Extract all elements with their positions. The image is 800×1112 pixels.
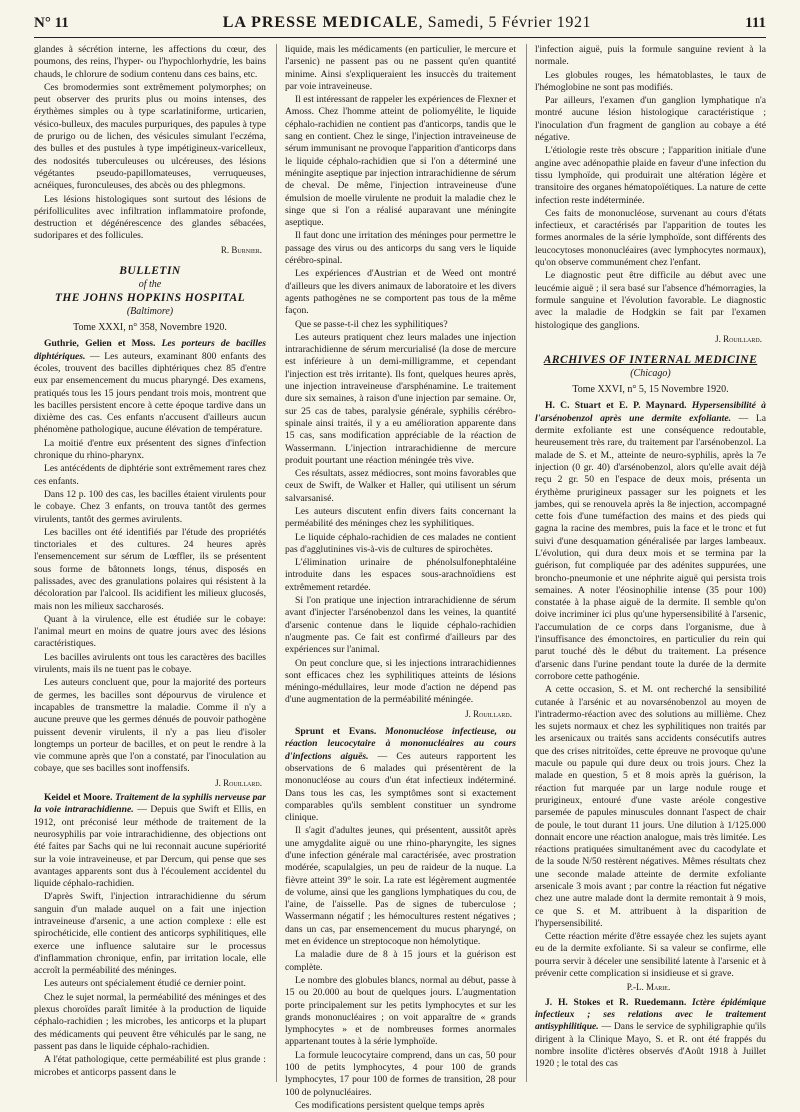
paragraph: glandes à sécrétion interne, les affections du cœur, des poumons, des reins, l'hyper- ou l'hypochlorhydrie, les bains chauds, le chlorure de sodium contenu dans ces bains, etc. [34,44,266,80]
page-number: 111 [745,15,766,31]
article-authors: Keidel et Moore. [44,792,113,804]
paragraph: Cette réaction mérite d'être essayée chez les sujets ayant eu de la dermite exfoliante. Si sa valeur se confirme, elle pourra servir à déceler une sensibilité latente à l'arsenic et à prévenir cette complication si insidieuse et si grave. [534,931,766,980]
journal-header-title [223,14,591,32]
article-authors: J. H. Stokes et R. Ruedemann. [544,996,687,1008]
paragraph: Les antécédents de diphtérie sont extrêmement rares chez ces enfants. [34,463,266,487]
paragraph: A l'état pathologique, cette perméabilité est plus grande : microbes et anticorps passent dans le [34,1054,266,1078]
article-text: — Les auteurs, examinant 800 enfants des écoles, trouvent des bacilles diphtériques chez 85 d'entre eux par ensemencement du mucus pharyngé. Des examens, pratiqués tous les 15 jours pendant trois mois, montrent que les bacilles persistent encore à cette époque tardive dans un dixième des cas. Ces enfants n'accusent d'ailleurs aucun phénomène pathologique, aucune élévation de température. [34,350,266,436]
paragraph: Les auteurs pratiquent chez leurs malades une injection intrarachidienne de sérum mercurialisé (la dose de mercure est inférieure à un demi-milligramme, et cependant l'injection est très irritante). Ils font, quelques heures après, une injection intraveineuse d'arsphénamine. Le traitement dure six semaines, à raison d'une injection par semaine. Or, sur 25 cas de tabes, paralysie générale, syphilis cérébro-spinale ainsi traités, il y a eu amélioration apparente dans 15 cas, sans modification appréciable de la réaction de Wassermann. L'injection intrarachidienne de mercure produit pourtant une réaction méningée très vive. [284,331,516,466]
paragraph: La maladie dure de 8 à 15 jours et la guérison est complète. [284,949,516,973]
section-city: (Chicago) [630,368,671,380]
section-journal-name: THE JOHNS HOPKINS HOSPITAL [54,292,246,305]
paragraph: Les auteurs concluent que, pour la majorité des porteurs de germes, les bacilles sont dépourvus de virulence et incapables de transmettre la maladie. Comme il n'y a aucune preuve que les germes dénués de pouvoir pathogène puissent devenir virulents, il n'y a pas lieu d'isoler longtemps un porteur de bacilles, et on peut le rendre à la vie commune après que l'on a constaté, par l'inoculation au cobaye, que ses bacilles sont inoffensifs. [34,677,266,775]
paragraph: Que se passe-t-il chez les syphilitiques? [294,318,448,330]
section-title: ARCHIVES OF INTERNAL MEDICINE [543,354,758,367]
paragraph: On peut conclure que, si les injections intrarachidiennes sont efficaces chez les syphilitiques atteints de lésions méningo-médullaires, leur mode d'action ne dépend pas d'une augmentation de la perméabilité méningée. [284,657,516,706]
paragraph: liquide, mais les médicaments (en particulier, le mercure et l'arsenic) ne passent pas ou ne passent qu'en quantité minime. Ainsi s'expliqueraient les insuccès du traitement par voie intraveineuse. [284,44,516,92]
paragraph: Il est intéressant de rappeler les expériences de Flexner et Amoss. Chez l'homme atteint de poliomyélite, le liquide céphalo-rachidien ne contient pas d'anticorps, tandis que le sang en contient. Chez le singe, l'injection intraveineuse de sérum immunisant ne provoque l'apparition d'anticorps dans le liquide céphalo-rachidien que si l'on a déterminé une méningite aseptique par injection intrarachidienne de sérum de cheval. De même, l'injection intraveineuse d'une émulsion de moelle virulente ne produit la maladie chez le singe que si l'on a réalisé auparavant une méningite aseptique. [284,94,516,229]
article-authors: Guthrie, Gelien et Moss. [44,338,156,350]
paragraph: D'après Swift, l'injection intrarachidienne du sérum sanguin d'un malade auquel on a fait une injection intraveineuse d'arsenic, a une action complexe : elle est spirochéticide, elle contient des anticorps syphilitiques, elle exerce une influence salutaire sur le processus d'inflammation chronique, enfin, par irritation locale, elle accroît la perméabilité des méninges. [34,891,266,977]
article-title: Mononucléose infectieuse, ou réaction leucocytaire à mononucléaires au cours d'infections aiguës. [284,726,516,762]
section-meta: Tome XXVI, n° 5, 15 Novembre 1920. [572,384,729,396]
paragraph: L'étiologie reste très obscure ; l'apparition initiale d'une angine avec adénopathie plaide en faveur d'une infection du tissu lymphoïde, qui produirait une altération légère et transitoire des organes hématopoïétiques. La nature de cette infection reste indéterminée. [534,145,766,206]
author-signature: J. Rouillard. [465,708,512,719]
paragraph: Par ailleurs, l'examen d'un ganglion lymphatique n'a montré aucune lésion histologique caractéristique ; l'inoculation d'un fragment de ganglion au cobaye a été négative. [534,95,766,144]
column-1 [34,44,266,1082]
paragraph: Les expériences d'Austrian et de Weed ont montré d'ailleurs que les divers animaux de laboratoire et les divers agents pathogènes ne se comportent pas tous de la même façon. [284,268,516,317]
paragraph: A cette occasion, S. et M. ont recherché la sensibilité cutanée à l'arsénic et au novarsénobenzol au moyen de l'intradermo-réaction avec des solutions au millième. Chez les sujets normaux et chez les syphilitiques non traités par les arsenicaux ou traités sans accidents consécutifs autres que des crises nitritoïdes, cette épreuve ne provoque qu'une macule ou papule qui dure deux ou trois jours. Chez la malade en question, 5 et 8 mois après la guérison, la réaction fut marquée par un large nodule rouge et prurigineux, entouré d'une vaste aréole congestive parsemée de papules minuscules donnant l'aspect de chair de poule, le tout durant 11 jours. Une dilution à 1/125.000 donnait encore une réaction analogue, mais très limitée. Les réactions pratiquées simultanément avec du cacodylate et de la soude N/50 restèrent négatives. Mêmes résultats chez une seconde malade atteinte de dermite exfoliante arsenicale 3 mois avant ; par contre la réaction fut négative chez une autre malade dont la dermite remontait à 9 mois, ce que S. et M. attribuent à la disparition de l'hypersensibilité. [534,684,766,929]
paragraph: l'infection aiguë, puis la formule sanguine revient à la normale. [534,44,766,68]
article-text: — Depuis que Swift et Ellis, en 1912, ont préconisé leur méthode de traitement de la neurosyphilis par voie intrarachidienne, des objections ont été faites par Sachs qui ne lui reconnait aucune supériorité sur la voie intraveineuse, et par Dercum, qui pense que ses avantages apparents sont dus à l'écoulement accidentel du liquide céphalo-rachidien. [34,804,266,890]
article-paragraph [285,726,516,824]
paragraph: Si l'on pratique une injection intrarachidienne de sérum avant d'injecter l'arsénobenzol dans les veines, la quantité d'arsenic contenue dans le liquide céphalo-rachidien n'augmente pas. Ce fait est confirmé d'ailleurs par des expériences sur l'animal. [284,595,516,656]
paragraph: Quant à la virulence, elle est étudiée sur le cobaye: l'animal meurt en moins de quatre jours avec des lésions caractéristiques. [34,613,266,650]
paragraph: Ces modifications persistent quelque temps après [294,1099,485,1111]
article-paragraph [34,792,266,890]
author-signature: J. Rouillard. [715,333,762,344]
article-text: — La dermite exfoliante est une conséquence redoutable, heureusement très rare, du traitement par l'arsénobenzol. La malade de S. et M., atteinte de neuro-syphilis, après la 7e injection (0 gr. 40) d'arsénobenzol, alors qu'elle avait déjà reçu 2 gr. 50 en l'espace de deux mois, présenta un érythème prurigineux passager sur les poignets et les jambes, qui se renouvela après la 8e injection, accompagné cette fois d'une tuméfaction des mains et des pieds qui gagna la racine des membres, puis la face et le tronc et fut suivi d'une desquamation généralisée par larges lambeaux. L'évolution, qui dura deux mois et se termina par la guérison, fut compliquée par des adénites suppurées, une broncho-pneumonie et une néphrite aiguë qui persista trois semaines. A noter l'éosinophilie intense (35 pour 100) constatée à la phase aiguë de la dermite. Il semble qu'on doive incriminer ici plus qu'une hypersensibilité à l'arsenic, l'accumulation de ce corps dans l'organisme, due à l'insuffisance des émonctoires, en particulier du rein qui parut touché dès le début du traitement. La présence d'arsenic dans l'urine pendant toute la durée de la dermite corrobore cette pathogénie. [534,412,766,682]
paragraph: Les bacilles avirulents ont tous les caractères des bacilles virulents, mais ils ne tuent pas le cobaye. [34,651,266,676]
paragraph: Les auteurs discutent enfin divers faits concernant la perméabilité des méninges chez les syphilitiques. [284,505,516,530]
paragraph: Il s'agit d'adultes jeunes, qui présentent, aussitôt après une amygdalite aiguë ou une rhino-pharyngite, les signes d'une infection générale mal caractérisée, avec prostration modérée, scapulalgies, un peu de raideur de la nuque. La fièvre atteint 39° le soir. La rate est légèrement augmentée de volume, ainsi que les ganglions lymphatiques du cou, de l'aine, de l'aisselle. Pas de signes de tuberculose ; Wassermann négatif ; les hémocultures restent négatives ; dans un cas, par ensemencement du mucus pharyngé, on met en évidence un streptocoque non hémolytique. [284,825,516,948]
text-columns [34,44,766,1111]
paragraph: Les auteurs ont spécialement étudié ce dernier point. [44,978,246,990]
article-text: — Dans le service de syphiligraphie qu'ils dirigent à la Clinique Mayo, S. et R. ont été frappés du nombre insolite d'ictères observés d'Août 1918 à Juillet 1920 ; le total des cas [534,1021,766,1070]
paragraph: La formule leucocytaire comprend, dans un cas, 50 pour 100 de petits lymphocytes, 4 pour 100 de grands lymphocytes, 17 pour 100 de formes de transition, 28 pour 100 de polynucléaires. [284,1049,516,1098]
section-title: BULLETIN [119,265,181,278]
article-title: Ictère épidémique infectieux ; ses relations avec le traitement antisyphilitique. [534,996,766,1033]
paragraph: Ces résultats, assez médiocres, sont moins favorables que ceux de Swift, de Walker et Haller, qui utilisent un sérum salvarsanisé. [284,468,516,504]
paragraph: La moitié d'entre eux présentent des signes d'infection chronique du rhino-pharynx. [34,437,266,462]
article-authors: Sprunt et Evans. [294,726,377,738]
issue-date: , Samedi, 5 Février 1921 [418,14,592,31]
article-title: Traitement de la syphilis nerveuse par la voie intrarachidienne. [34,792,266,816]
article-paragraph [34,338,266,436]
paragraph: Le liquide céphalo-rachidien de ces malades ne contient pas d'agglutinines vis-à-vis de cultures de spirochètes. [284,531,516,555]
article-title: Les porteurs de bacilles diphtériques. [34,338,266,362]
author-signature: P.-L. Marie. [626,982,671,993]
journal-title: LA PRESSE MEDICALE [222,14,419,31]
article-paragraph [535,997,766,1071]
column-3 [526,44,766,1082]
paragraph: Dans 12 p. 100 des cas, les bacilles étaient virulents pour le cobaye. Chez 3 enfants, on trouva tantôt des germes virulents, tantôt des germes avirulents. [34,488,266,525]
paragraph: Le diagnostic peut être difficile au début avec une leucémie aiguë ; il sera basé sur l'absence d'hémorragies, la formule sanguine et l'évolution favorable. Le diagnostic avec la maladie de Hodgkin se fait par l'examen histologique des ganglions. [534,270,766,331]
author-signature: J. Rouillard. [215,777,262,788]
article-authors: H. C. Stuart et E. P. Maynard. [544,400,687,412]
section-meta: Tome XXXI, n° 358, Novembre 1920. [73,322,227,334]
paragraph: Les bacilles ont été identifiés par l'étude des propriétés tinctoriales et des cultures. 24 heures après l'ensemencement sur sérum de Lœffler, ils se présentent sous forme de bâtonnets longs, ténus, disposés en palissades, avec des granulations polaires qui résistent à la décoloration par l'alcool. Ils acidifient les milieux glucosés, mais non les milieux saccharosés. [34,526,266,612]
paragraph: Ces faits de mononucléose, survenant au cours d'états infectieux, et caractérisés par l'apparition de toutes les formes anormales de la série lymphoïde, sont différents des leucocytoses mononucléaires (avec lymphocytes normaux), qu'on observe communément chez l'enfant. [534,207,766,269]
section-city: (Baltimore) [126,306,174,318]
paragraph: Il faut donc une irritation des méninges pour permettre le passage des virus ou des anticorps du sang vers le liquide cérébro-spinal. [284,230,516,267]
author-signature: R. Burnier. [220,244,262,255]
issue-number: N° 11 [34,15,69,31]
article-title: Hypersensibilité à l'arsénobenzol après une dermite exfoliante. [534,400,766,424]
paragraph: Ces bromodermies sont extrêmement polymorphes; on peut observer des prurits plus ou moins intenses, des érythèmes simples ou à type scarlatiniforme, urticarien, vésico-bulleux, des macules purpuriques, des papules à type de prurigo ou de lichen, des vésicules simulant l'eczéma, des bulles et des pustules à type impétigineux-varicelleux, des nodosités tuberculeuses ou ulcéreuses, des lésions végétantes pseudo-papillomateuses, verruqueuses, acnéiques, furonculeuses, des abcès ou des phlegmons. [34,81,266,192]
column-2 [276,44,516,1111]
section-subtitle: of the [138,279,162,291]
article-paragraph [535,400,766,683]
article-text: — Ces auteurs rapportent les observations de 6 malades qui présentèrent de la mononucléose au cours d'un état infectieux indéterminé. Dans tous les cas, les symptômes sont si exactement comparables qu'ils semblent constituer un syndrome clinique. [284,750,516,824]
paragraph: Les lésions histologiques sont surtout des lésions de périfolliculites avec infiltration inflammatoire profonde, destruction et dégénérescence des glandes sébacées, sudoripares et des follicules. [34,193,266,242]
page-header [34,14,766,38]
paragraph: Les globules rouges, les hématoblastes, le taux de l'hémoglobine ne sont pas modifiés. [534,69,766,93]
paragraph: Chez le sujet normal, la perméabilité des méninges et des plexus choroïdes paraît limitée à la production de liquide céphalo-rachidien ; les microbes, les anticorps et la plupart des médicaments qui peuvent être véhiculés par le sang, ne passent pas dans le liquide céphalo-rachidien. [34,991,266,1052]
paragraph: Le nombre des globules blancs, normal au début, passe à 15 ou 20.000 au bout de quelques jours. L'augmentation porte principalement sur les petits lymphocytes et sur les grands mononucléaires ; on voit apparaître de « grands lymphocytes » et de nombreuses formes anormales appartenant toutes à la série lymphoïde. [284,974,516,1048]
paragraph: L'élimination urinaire de phénolsulfonephtaléine introduite dans les espaces sous-arachnoïdiens est extrêmement retardée. [284,557,516,593]
